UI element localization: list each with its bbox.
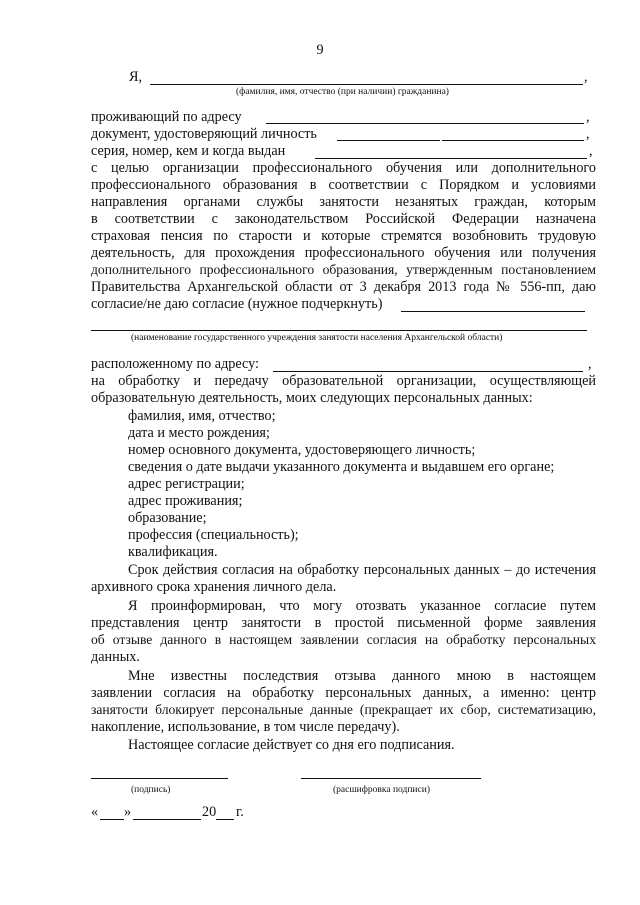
series-input-line[interactable] — [315, 158, 587, 159]
purpose-line: с целью организации профессионального обучения или дополнительного — [91, 160, 596, 176]
informed-line: данных. — [91, 649, 140, 665]
document-end: , — [586, 126, 590, 142]
personal-data-item: дата и место рождения; — [128, 425, 270, 441]
page-number: 9 — [316, 42, 324, 58]
consequences-line: Мне известны последствия отзыва данного мною в настоящем — [128, 668, 596, 684]
effective-line: Настоящее согласие действует со дня его подписания. — [128, 737, 455, 753]
personal-data-item: фамилия, имя, отчество; — [128, 408, 276, 424]
personal-data-item: квалификация. — [128, 544, 218, 560]
term-line: архивного срока хранения личного дела. — [91, 579, 337, 595]
purpose-line: страховая пенсия по старости и которые стремятся возобновить трудовую — [91, 228, 596, 244]
consequences-line: занятости блокирует персональные данные (прекращает их сбор, систематизацию, — [91, 702, 596, 717]
purpose-line: в соответствии с законодательством Российской Федерации назначена — [91, 211, 596, 227]
fio-line-end: , — [584, 69, 588, 85]
location-label: расположенному по адресу: — [91, 356, 259, 372]
date-open-quote: « — [91, 804, 99, 820]
date-month-line[interactable] — [133, 819, 201, 820]
processing-line: на обработку и передачу образовательной организации, осуществляющей — [91, 373, 596, 389]
purpose-line: направления органами службы занятости незанятых граждан, которым — [91, 194, 596, 210]
date-year-prefix: 20 — [202, 804, 217, 820]
informed-line: представления центр занятости в простой письменной форме заявления — [91, 615, 596, 631]
fio-caption: (фамилия, имя, отчество (при наличии) гражданина) — [236, 87, 449, 97]
address-input-line[interactable] — [266, 123, 584, 124]
purpose-line: дополнительного профессионального образования, утвержденным постановлением — [91, 262, 596, 277]
personal-data-item: образование; — [128, 510, 207, 526]
signature-input-line[interactable] — [91, 778, 228, 779]
consent-choice[interactable]: согласие/не даю согласие (нужное подчеркнуть) — [91, 296, 383, 312]
address-end: , — [586, 109, 590, 125]
document-input-line-1[interactable] — [337, 140, 440, 141]
series-label: серия, номер, кем и когда выдан — [91, 143, 286, 159]
signature-decode-caption: (расшифровка подписи) — [333, 785, 430, 795]
document-input-line-2[interactable] — [442, 140, 584, 141]
date-day-line[interactable] — [100, 819, 124, 820]
purpose-line: деятельность, для прохождения профессионального обучения или получения — [91, 245, 596, 261]
informed-line: Я проинформирован, что могу отозвать указанное согласие путем — [128, 598, 596, 614]
location-input-line[interactable] — [273, 371, 583, 372]
purpose-line: Правительства Архангельской области от 3 декабря 2013 года № 556-пп, даю — [91, 279, 596, 295]
address-label: проживающий по адресу — [91, 109, 242, 125]
date-close-quote: » — [124, 804, 132, 820]
personal-data-item: сведения о дате выдачи указанного документа и выдавшем его органе; — [128, 459, 555, 475]
date-year-line[interactable] — [216, 819, 234, 820]
purpose-line: профессионального образования в соответствии с Порядком и условиями — [91, 177, 596, 193]
series-end: , — [589, 143, 593, 159]
consent-input-line[interactable] — [401, 311, 585, 312]
consequences-line: заявлении согласия на обработку персональных данных, а именно: центр — [91, 685, 596, 701]
date-year-suffix: г. — [236, 804, 244, 820]
personal-data-item: номер основного документа, удостоверяющего личность; — [128, 442, 476, 458]
signature-decode-input-line[interactable] — [301, 778, 481, 779]
term-line: Срок действия согласия на обработку персональных данных – до истечения — [128, 562, 596, 578]
document-label: документ, удостоверяющий личность — [91, 126, 317, 142]
informed-line: об отзыве данного в настоящем заявлении согласия на обработку персональных — [91, 632, 596, 647]
ya-label: Я, — [129, 69, 143, 85]
agency-input-line[interactable] — [91, 330, 587, 331]
fio-input-line[interactable] — [150, 84, 583, 85]
consequences-line: накопление, использование, в том числе передачу). — [91, 719, 400, 735]
personal-data-item: адрес проживания; — [128, 493, 243, 509]
agency-caption: (наименование государственного учреждения занятости населения Архангельской области) — [131, 333, 503, 343]
personal-data-item: адрес регистрации; — [128, 476, 245, 492]
location-end: , — [588, 356, 592, 372]
signature-caption: (подпись) — [131, 785, 171, 795]
processing-line: образовательную деятельность, моих следующих персональных данных: — [91, 390, 533, 406]
personal-data-item: профессия (специальность); — [128, 527, 299, 543]
